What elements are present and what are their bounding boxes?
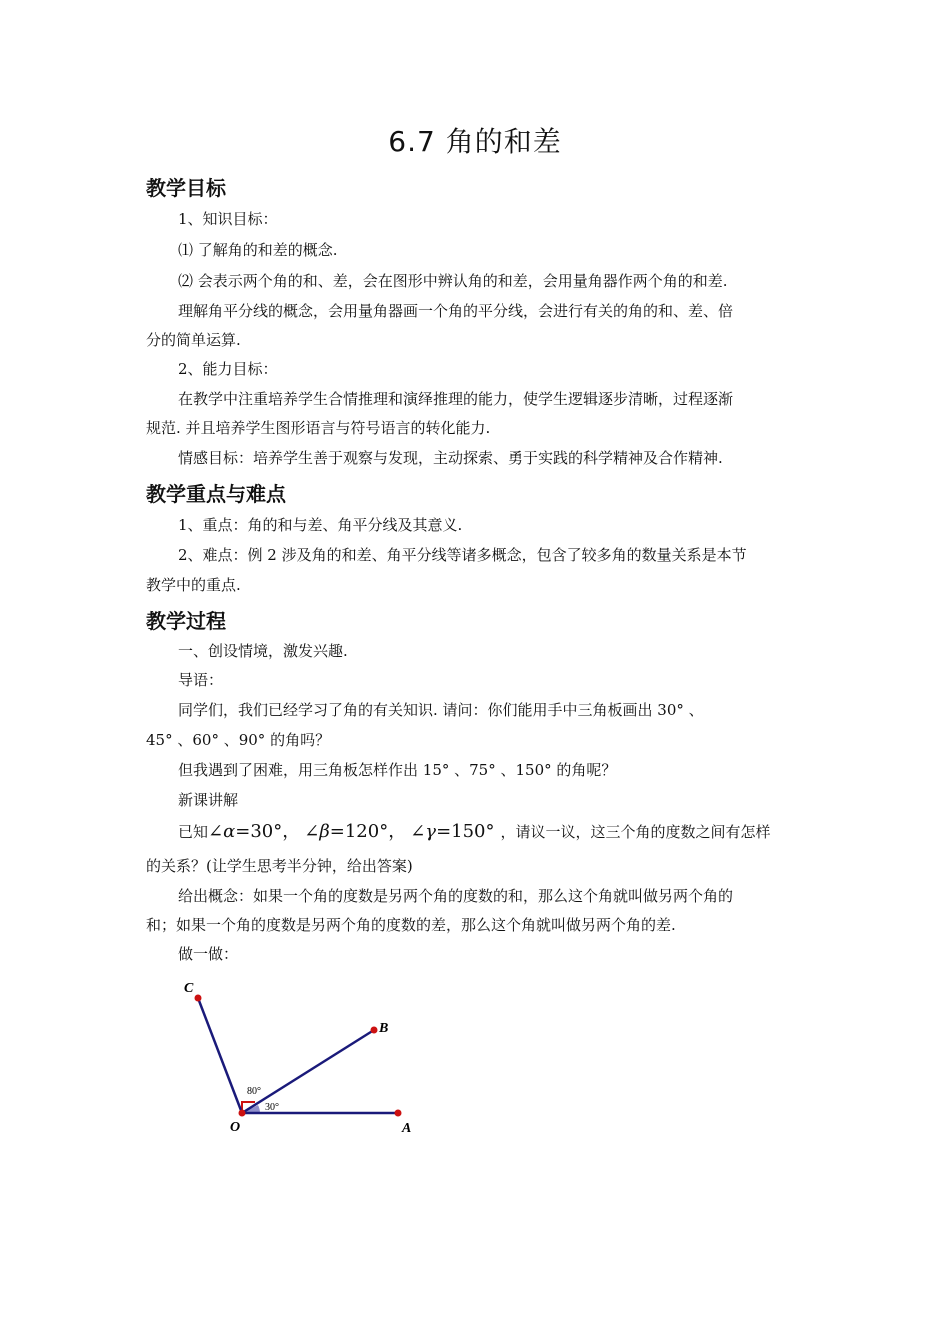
heading-objectives: 教学目标 <box>146 176 226 200</box>
ray-ob <box>242 1030 374 1113</box>
label-b: B <box>379 1021 389 1036</box>
process-line: 一、创设情境，激发兴趣. <box>178 642 348 660</box>
objective-line: 在教学中注重培养学生合情推理和演绎推理的能力，使学生逻辑逐步清晰，过程逐渐 <box>178 390 734 408</box>
objective-line: 分的简单运算. <box>146 331 241 349</box>
page-title: 6.7 角的和差 <box>388 125 562 158</box>
label-c: C <box>184 981 194 996</box>
objective-line: 1、知识目标： <box>178 210 278 228</box>
label-a: A <box>402 1121 412 1136</box>
formula-suffix: ，请议一议，这三个角的度数之间有怎样 <box>500 823 771 841</box>
keypoint-line: 1、重点：角的和与差、角平分线及其意义. <box>178 516 463 534</box>
formula-prefix: 已知 <box>178 823 209 841</box>
process-line: 同学们，我们已经学习了角的有关知识. 请问：你们能用手中三角板画出 30° 、 <box>178 701 704 719</box>
label-o: O <box>230 1120 241 1135</box>
process-line: 做一做： <box>178 945 239 963</box>
angle-alpha-value: =30°， <box>235 821 301 842</box>
process-line: 给出概念：如果一个角的度数是另两个角的度数的和，那么这个角就叫做另两个角的 <box>178 887 734 905</box>
label-angle-30: 30° <box>265 1102 279 1113</box>
point-a <box>395 1110 402 1117</box>
process-line: 的关系？(让学生思考半分钟，给出答案) <box>146 857 413 875</box>
angle-beta-value: =120°， <box>329 821 407 842</box>
point-c <box>195 995 202 1002</box>
keypoint-line: 2、难点：例 2 涉及角的和差、角平分线等诸多概念，包含了较多角的数量关系是本节 <box>178 546 747 564</box>
ray-oc <box>198 998 242 1113</box>
process-line: 45° 、60° 、90° 的角吗？ <box>146 731 331 749</box>
process-line: 新课讲解 <box>178 791 239 809</box>
formula-line <box>178 822 771 842</box>
angle-figure <box>170 972 430 1142</box>
angle-gamma-value: =150° <box>436 821 495 842</box>
objective-line: 规范. 并且培养学生图形语言与符号语言的转化能力. <box>146 419 491 437</box>
process-line: 但我遇到了困难，用三角板怎样作出 15° 、75° 、150° 的角呢？ <box>178 761 617 779</box>
objective-line: 2、能力目标： <box>178 360 278 378</box>
objective-line: ⑵ 会表示两个角的和、差，会在图形中辨认角的和差，会用量角器作两个角的和差. <box>178 272 728 290</box>
process-line: 导语： <box>178 671 224 689</box>
point-b <box>371 1027 378 1034</box>
angle-gamma: ∠γ <box>410 821 437 842</box>
heading-process: 教学过程 <box>146 609 226 633</box>
angle-beta: ∠β <box>304 821 330 842</box>
point-o <box>239 1110 246 1117</box>
angle-alpha: ∠α <box>208 821 236 842</box>
objective-line: 理解角平分线的概念，会用量角器画一个角的平分线，会进行有关的角的和、差、倍 <box>178 302 734 320</box>
heading-keypoints: 教学重点与难点 <box>146 482 286 506</box>
process-line: 和；如果一个角的度数是另两个角的度数的差，那么这个角就叫做另两个角的差. <box>146 916 676 934</box>
objective-line: ⑴ 了解角的和差的概念. <box>178 241 338 259</box>
label-angle-80: 80° <box>247 1086 261 1097</box>
keypoint-line: 教学中的重点. <box>146 576 241 594</box>
objective-line: 情感目标：培养学生善于观察与发现，主动探索、勇于实践的科学精神及合作精神. <box>178 449 723 467</box>
